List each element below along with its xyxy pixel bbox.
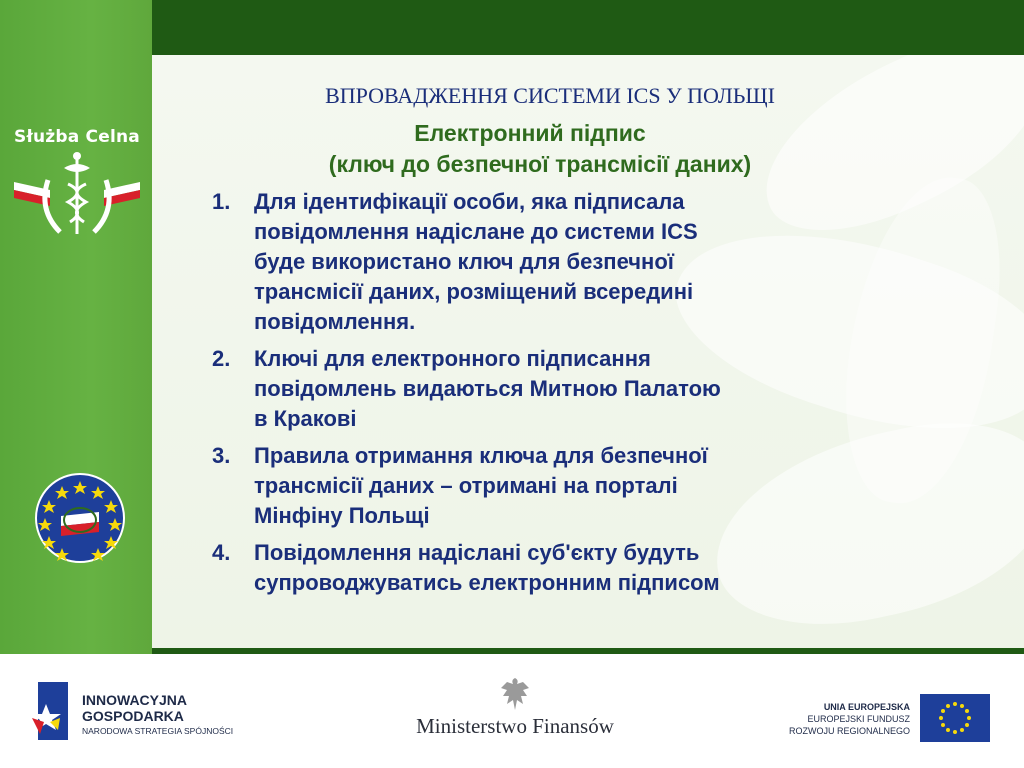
innowacyjna-title: INNOWACYJNA GOSPODARKA [82,692,188,724]
list-item-number: 4. [212,540,231,565]
list-item-text: Для ідентифікації особи, яка підписала повідомлення надіслане до системи ICS буде використано ключ для безпечної трансмісії даних, розміщений всередині повідомлення. [254,189,698,334]
eu-fund-lines: EUROPEJSKI FUNDUSZ ROZWOJU REGIONALNEGO [788,714,910,736]
list-item-number: 1. [212,189,231,214]
eu-stars-circle-icon [31,472,129,564]
sluzba-celna-logo [8,122,146,242]
list-item-text: Ключі для електронного підписання повідомлень видаються Митною Палатою в Кракові [254,346,721,431]
top-dark-green-band [152,0,1024,55]
customs-caduceus-emblem-icon [8,150,146,245]
list-item-number: 3. [212,443,231,468]
sluzba-celna-label: Służba Celna [14,127,140,147]
list-item [212,538,912,598]
footer-logo-bar [0,654,1024,768]
innowacyjna-star-icon [30,678,78,744]
slide-title: ВПРОВАДЖЕННЯ СИСТЕМИ ICS У ПОЛЬЩІ [325,83,775,108]
list-item-text: Повідомлення надіслані суб'єкту будуть супроводжуватись електронним підписом [254,540,720,595]
polish-eagle-icon [495,674,535,714]
eu-fund-text [780,701,910,737]
innowacyjna-subtitle: NARODOWA STRATEGIA SPÓJNOŚCI [82,726,234,736]
list-item-text: Правила отримання ключа для безпечної трансмісії даних – отримані на порталі Мінфіну Польщі [254,443,708,528]
list-item [212,344,912,434]
eu-flag-icon [920,694,990,742]
ministry-name: Ministerstwo Finansów [416,714,614,738]
innowacyjna-gospodarka-logo [30,678,234,744]
list-item [212,187,912,337]
elo-eu-stars-logo [31,472,129,564]
slide-subtitle-line1: Електронний підпис [414,120,646,146]
numbered-list [212,187,912,605]
slide-subtitle-line2: (ключ до безпечної трансмісії даних) [328,151,752,177]
ministerstwo-finansow-logo [400,674,630,746]
list-item [212,441,912,531]
eu-title: UNIA EUROPEJSKA [823,702,910,712]
list-item-number: 2. [212,346,231,371]
